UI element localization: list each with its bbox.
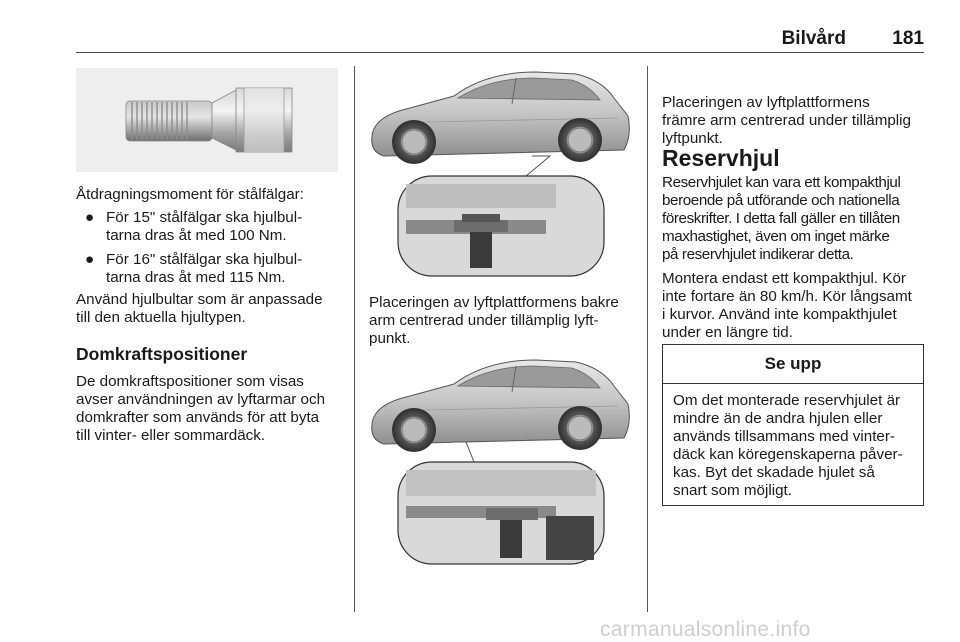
caution-title: Se upp <box>663 345 923 384</box>
front-lift-caption: Placeringen av lyftplattformens främre arm centrerad under tillämplig lyftpunkt. <box>662 94 911 147</box>
column-divider-1 <box>354 66 355 612</box>
page-header <box>76 18 924 53</box>
bullet-icon: ● <box>85 209 95 226</box>
jacking-paragraph: De domkraftspositioner som visas avser användningen av lyftarmar och domkrafter som används för att byta till vinter- eller sommardäck. <box>76 373 326 444</box>
watermark: carmanualsonline.info <box>600 618 811 641</box>
front-lift-point-illustration <box>366 356 634 568</box>
column-divider-2 <box>647 66 648 612</box>
page-number: 181 <box>892 28 924 49</box>
wheel-bolt-illustration <box>76 68 338 172</box>
rear-lift-point-illustration <box>366 64 634 282</box>
rear-lift-caption: Placeringen av lyftplattformens bakre arm centrerad under tillämplig lyft- punkt. <box>369 294 619 347</box>
wheel-bolt-icon <box>76 68 338 172</box>
spare-wheel-section <box>662 144 926 342</box>
spare-wheel-paragraph-1: Reservhjulet kan vara ett kompakthjul beroende på utförande och nationella föreskrifter. I detta fall gäller en tillåten maxhastighet, även om inget märke på reservhjulet indikerar detta. <box>662 174 901 263</box>
list-item: ● För 16" stålfälgar ska hjulbul- tarna dras åt med 115 Nm. <box>85 251 303 286</box>
caution-box <box>662 344 924 506</box>
heading-jacking-points: Domkraftspositioner <box>76 344 248 364</box>
section-title: Bilvård <box>781 28 846 49</box>
torque-section <box>76 186 346 445</box>
bullet-icon: ● <box>85 251 95 268</box>
bolts-note: Använd hjulbultar som är anpassade till den aktuella hjultypen. <box>76 291 323 326</box>
torque-intro: Åtdragningsmoment för stålfälgar: <box>76 186 304 203</box>
spare-wheel-paragraph-2: Montera endast ett kompakthjul. Kör inte fortare än 80 km/h. Kör långsamt i kurvor. Använd inte kompakthjulet under en längre tid. <box>662 270 912 341</box>
caution-text: Om det monterade reservhjulet är mindre än de andra hjulen eller används tillsammans med vinter- däck kan köregenskaperna påver- kas. Byt det skadade hjulet så snart som möjligt. <box>673 392 903 499</box>
heading-spare-wheel: Reservhjul <box>662 145 780 171</box>
list-item: ● För 15" stålfälgar ska hjulbul- tarna dras åt med 100 Nm. <box>85 209 303 244</box>
torque-list <box>76 209 346 287</box>
